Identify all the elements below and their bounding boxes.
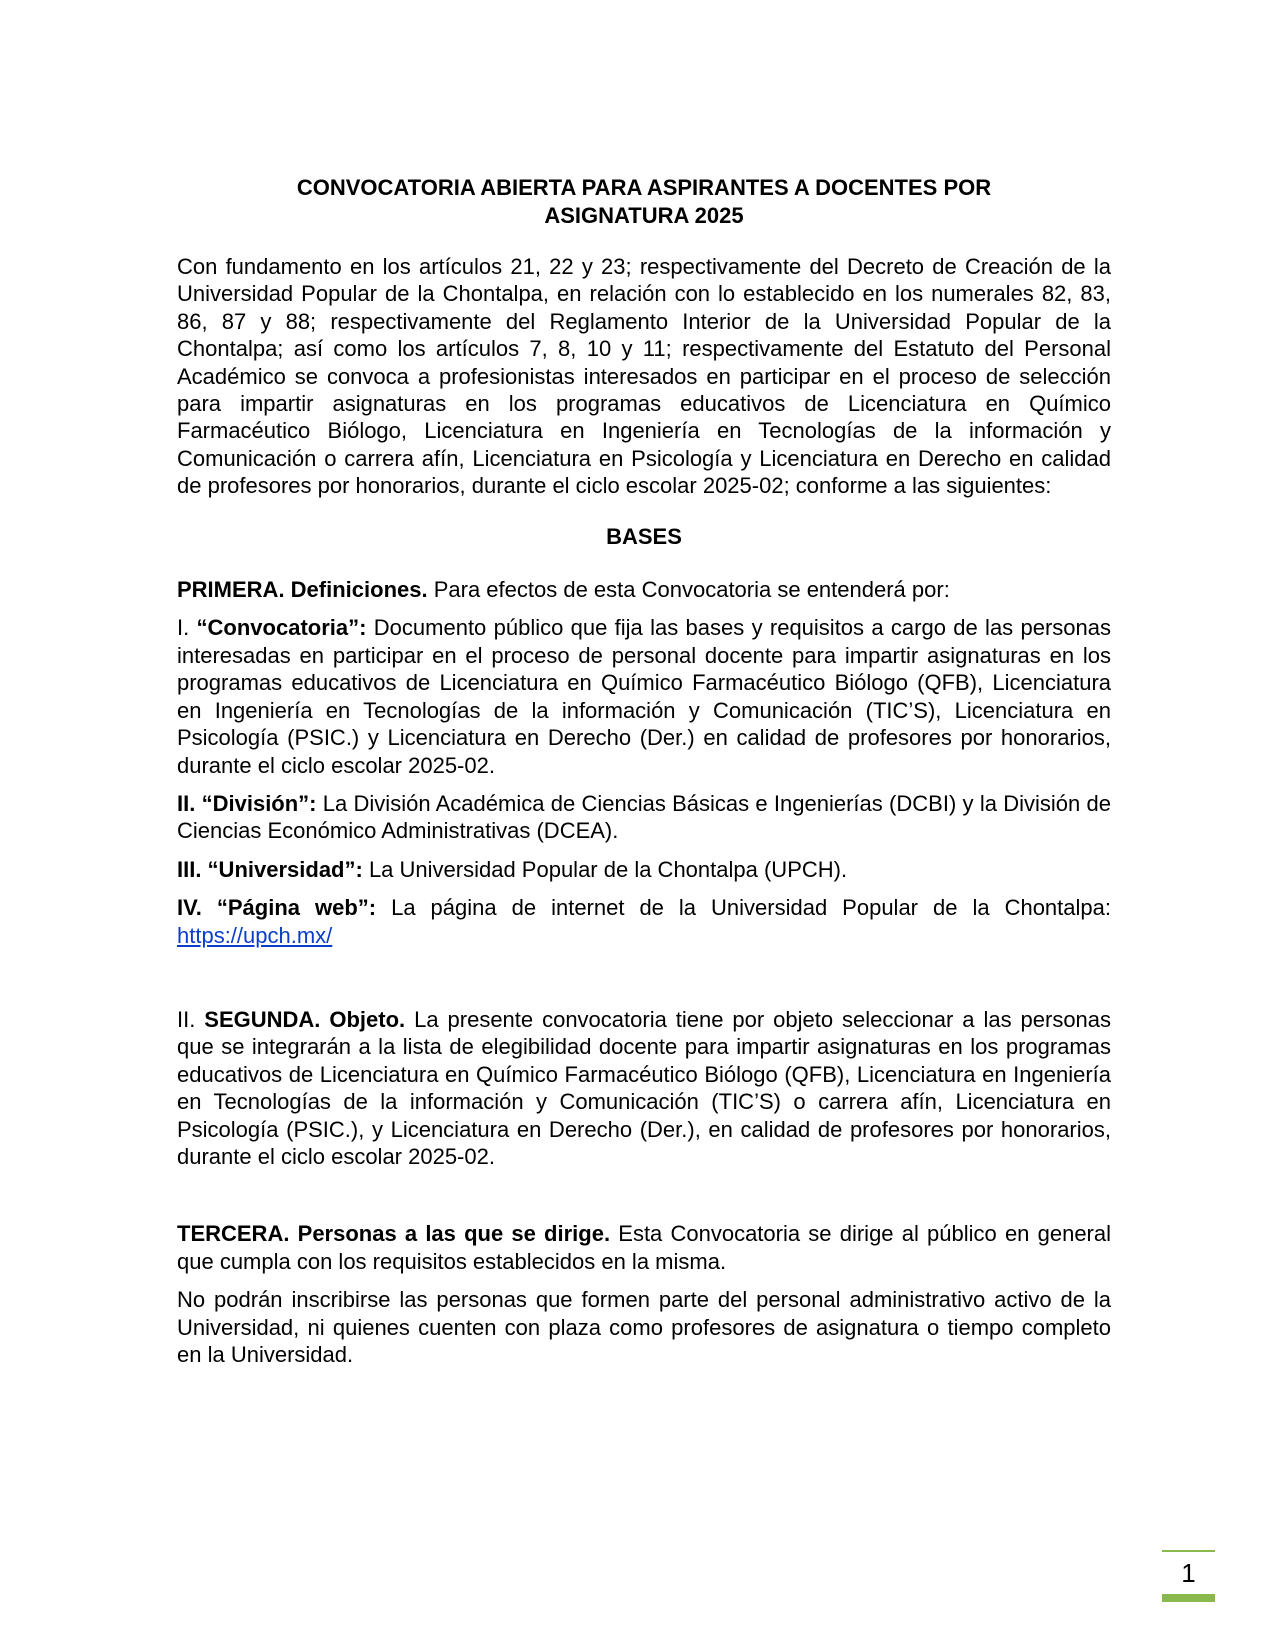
definition-term: IV. “Página web”:: [177, 895, 377, 921]
primera-section: [177, 576, 1111, 603]
tercera-paragraph-2: No podrán inscribirse las personas que formen parte del personal administrativo activo de la Universidad, ni quienes cuenten con plaza como profesores de asignatura o tiempo completo en la Universidad.: [177, 1287, 1111, 1367]
segunda-section: [177, 1006, 1111, 1170]
page-number-bottom-bar: [1162, 1594, 1215, 1602]
page-number: 1: [1181, 1558, 1196, 1588]
definition-text: La División Académica de Ciencias Básicas e Ingenierías (DCBI) y la División de Ciencias Económico Administrativas (DCEA).: [177, 790, 1111, 844]
tercera-text: Esta Convocatoria se dirige al público en general que cumpla con los requisitos establecidos en la misma.: [177, 1221, 1112, 1274]
definition-text: Documento público que fija las bases y requisitos a cargo de las personas interesadas en participar en el proceso de personal docente para impartir asignaturas en los programas educativos de Licenciatura en Químico Farmacéutico Biólogo (QFB), Licenciatura en Ingeniería en Tecnologías de la información y Comunicación (TIC’S), Licenciatura en Psicología (PSIC.) y Licenciatura en Derecho (Der.) en calidad de profesores por honorarios, durante el ciclo escolar 2025-02.: [177, 615, 1111, 778]
bases-heading: BASES: [606, 523, 682, 549]
definition-prefix: I.: [177, 615, 197, 641]
primera-text: Para efectos de esta Convocatoria se entenderá por:: [427, 577, 950, 603]
definition-pagina-web: [177, 894, 1111, 949]
document-page: [177, 174, 1111, 1368]
definition-term: III. “Universidad”:: [177, 856, 363, 882]
page-number-box: [1162, 1550, 1215, 1602]
tercera-heading: TERCERA. Personas a las que se dirige.: [177, 1221, 611, 1247]
tercera-section: [177, 1220, 1111, 1275]
definition-universidad: [177, 856, 1111, 883]
segunda-heading: SEGUNDA. Objeto.: [204, 1006, 406, 1032]
segunda-prefix: II.: [177, 1006, 205, 1032]
definition-text: La página de internet de la Universidad Popular de la Chontalpa:: [376, 895, 1111, 921]
definition-term: “Convocatoria”:: [196, 615, 367, 641]
title-line-2: ASIGNATURA 2025: [544, 203, 744, 228]
title-line-1: CONVOCATORIA ABIERTA PARA ASPIRANTES A DOCENTES POR: [296, 175, 992, 200]
intro-paragraph: Con fundamento en los artículos 21, 22 y 23; respectivamente del Decreto de Creación de la Universidad Popular de la Chontalpa, en relación con lo establecido en los numerales 82, 83, 86, 87 y 88; respectivamente del Reglamento Interior de la Universidad Popular de la Chontalpa; así como los artículos 7, 8, 10 y 11; respectivamente del Estatuto del Personal Académico se convoca a profesionistas interesados en participar en el proceso de selección para impartir asignaturas en los programas educativos de Licenciatura en Químico Farmacéutico Biólogo, Licenciatura en Ingeniería en Tecnologías de la información y Comunicación o carrera afín, Licenciatura en Psicología y Licenciatura en Derecho en calidad de profesores por honorarios, durante el ciclo escolar 2025-02; conforme a las siguientes:: [177, 254, 1111, 499]
definition-term: II. “División”:: [177, 790, 317, 816]
website-link[interactable]: https://upch.mx/: [177, 922, 333, 948]
segunda-text: La presente convocatoria tiene por objeto seleccionar a las personas que se integrarán a la lista de elegibilidad docente para impartir asignaturas en los programas educativos de Licenciatura en Químico Farmacéutico Biólogo (QFB), Licenciatura en Ingeniería en Tecnologías de la información y Comunicación (TIC’S) o carrera afín, Licenciatura en Psicología (PSIC.), y Licenciatura en Derecho (Der.), en calidad de profesores por honorarios, durante el ciclo escolar 2025-02.: [177, 1006, 1112, 1169]
document-title: [177, 174, 1111, 230]
page-number-top-rule: [1162, 1550, 1215, 1552]
definition-division: [177, 790, 1111, 845]
primera-heading: PRIMERA. Definiciones.: [177, 577, 428, 603]
definition-text: La Universidad Popular de la Chontalpa (UPCH).: [362, 856, 848, 882]
definition-convocatoria: [177, 614, 1111, 778]
